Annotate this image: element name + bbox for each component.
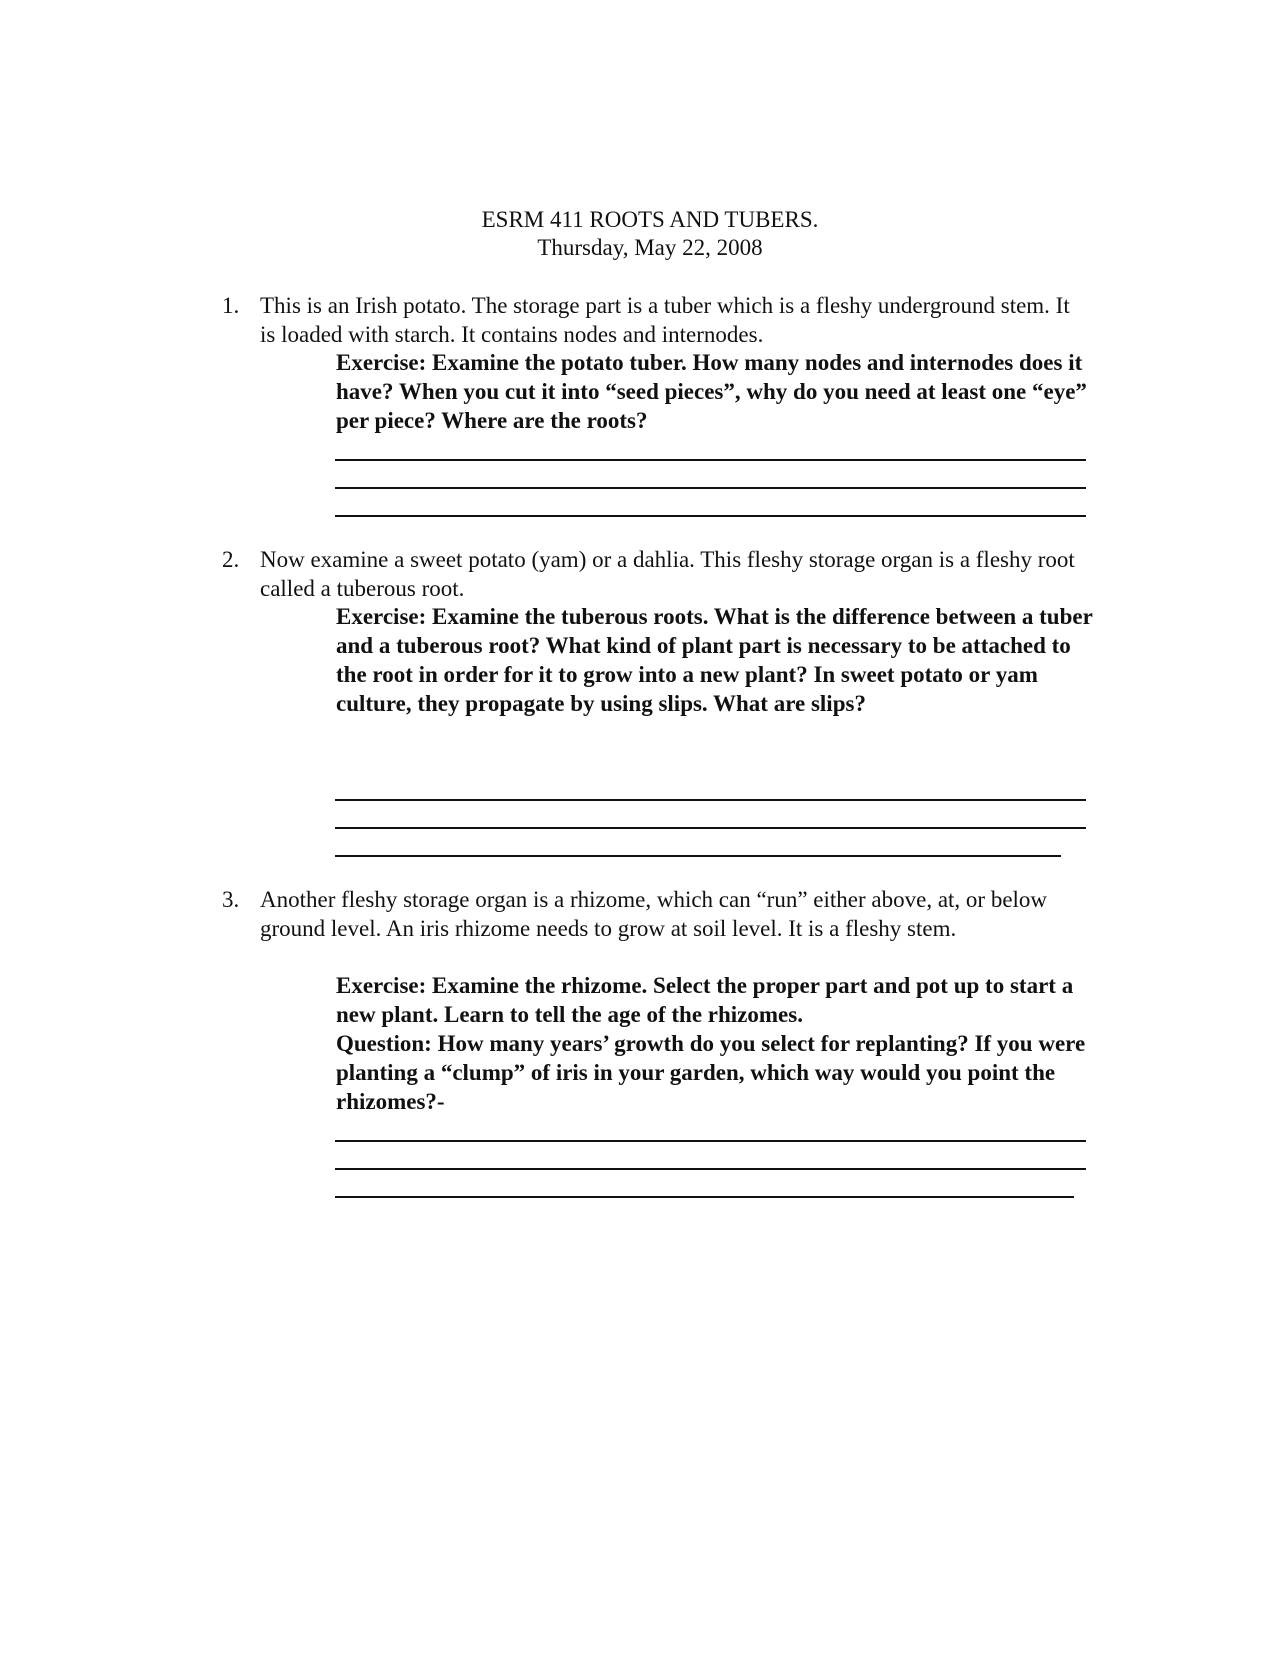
answer-line[interactable] <box>335 1140 1086 1142</box>
question-text: Now examine a sweet potato (yam) or a dahlia. This fleshy storage organ is a fleshy root called a tuberous root. <box>260 547 1075 601</box>
answer-line[interactable] <box>335 799 1086 801</box>
exercise-text: Exercise: Examine the potato tuber. How many nodes and internodes does it have? When you cut it into “seed pieces”, why do you need at least one “eye” per piece? Where are the roots? <box>336 350 1087 433</box>
answer-line[interactable] <box>335 1196 1074 1198</box>
question-number: 2. <box>222 547 240 572</box>
exercise-text: Exercise: Examine the rhizome. Select the proper part and pot up to start a new plant. Learn to tell the age of the rhizomes. <box>336 973 1074 1027</box>
answer-line[interactable] <box>335 459 1086 461</box>
page-date: Thursday, May 22, 2008 <box>537 235 763 260</box>
question-number: 3. <box>222 887 240 912</box>
page-title: ESRM 411 ROOTS AND TUBERS. <box>481 207 819 232</box>
answer-line[interactable] <box>335 1168 1086 1170</box>
answer-line[interactable] <box>335 855 1061 857</box>
question-text: This is an Irish potato. The storage part is a tuber which is a fleshy underground stem. It is loaded with starch. It contains nodes and internodes. <box>260 293 1070 347</box>
question-text: Another fleshy storage organ is a rhizome, which can “run” either above, at, or below ground level. An iris rhizome needs to grow at soil level. It is a fleshy stem. <box>260 887 1048 941</box>
exercise-text: Exercise: Examine the tuberous roots. What is the difference between a tuber and a tuberous root? What kind of plant part is necessary to be attached to the root in order for it to grow into a new plant? In sweet potato or yam culture, they propagate by using slips. What are slips? <box>336 604 1093 716</box>
question-number: 1. <box>222 293 240 318</box>
answer-line[interactable] <box>335 515 1086 517</box>
answer-line[interactable] <box>335 487 1086 489</box>
answer-line[interactable] <box>335 827 1086 829</box>
question-prompt-text: Question: How many years’ growth do you select for replanting? If you were planting a “clump” of iris in your garden, which way would you point the rhizomes?- <box>336 1031 1086 1114</box>
